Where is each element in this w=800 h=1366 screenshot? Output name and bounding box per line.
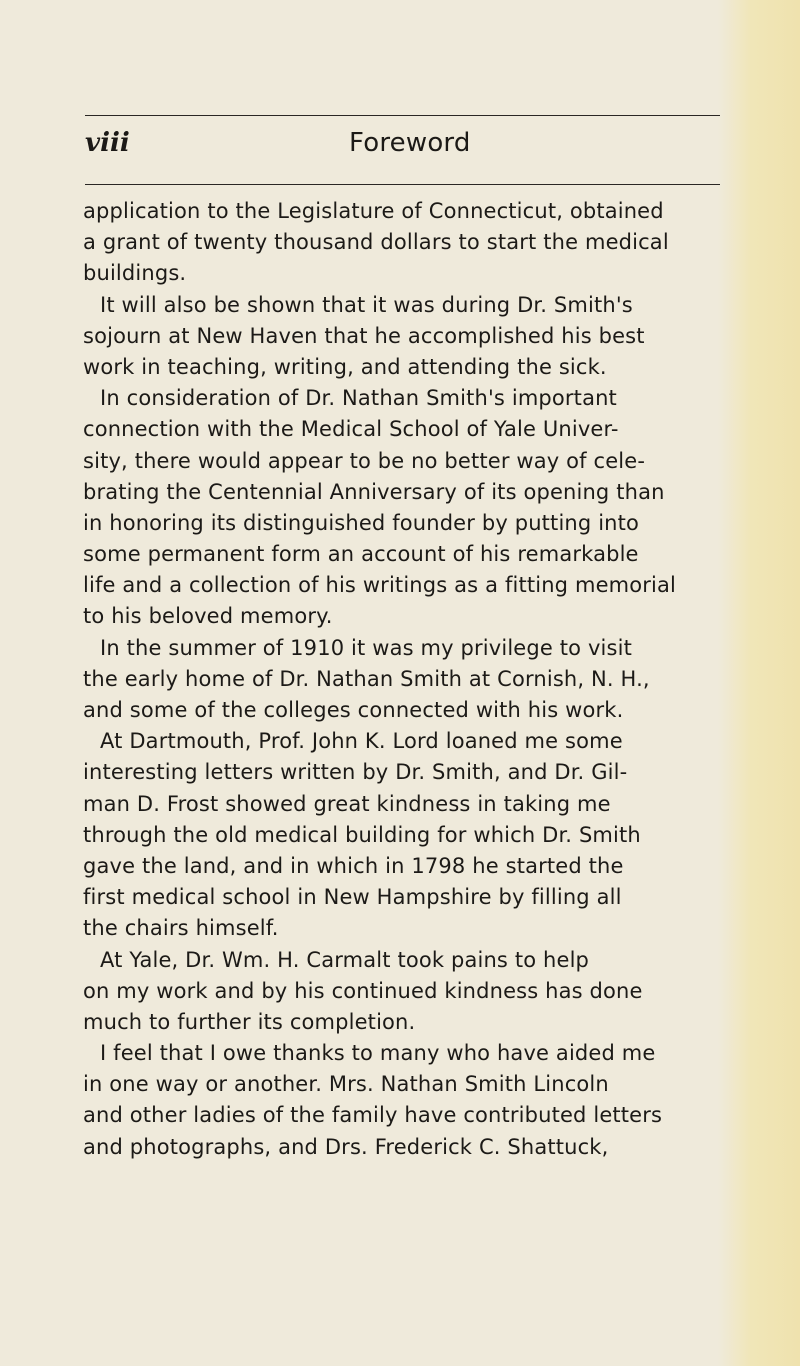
- text-line: work in teaching, writing, and attending the sick.: [83, 354, 607, 379]
- text-line: man D. Frost showed great kindness in taking me: [83, 791, 611, 816]
- body-text: [83, 196, 723, 1163]
- text-line: buildings.: [83, 261, 187, 286]
- text-line: on my work and by his continued kindness has done: [83, 978, 643, 1003]
- text-line: to his beloved memory.: [83, 604, 333, 629]
- text-line: much to further its completion.: [83, 1009, 416, 1034]
- text-line: I feel that I owe thanks to many who have aided me: [100, 1041, 656, 1066]
- page-number: viii: [85, 128, 130, 158]
- text-line: in one way or another. Mrs. Nathan Smith Lincoln: [83, 1072, 609, 1097]
- text-line: and photographs, and Drs. Frederick C. Shattuck,: [83, 1134, 609, 1159]
- text-line: interesting letters written by Dr. Smith, and Dr. Gil-: [83, 760, 628, 785]
- text-line: life and a collection of his writings as a fitting memorial: [83, 573, 677, 598]
- text-line: In the summer of 1910 it was my privilege to visit: [100, 635, 632, 660]
- text-line: In consideration of Dr. Nathan Smith's important: [100, 386, 617, 411]
- text-line: gave the land, and in which in 1798 he started the: [83, 853, 624, 878]
- page-edge-discoloration: [718, 0, 800, 1366]
- text-line: sojourn at New Haven that he accomplished his best: [83, 323, 645, 348]
- text-line: At Dartmouth, Prof. John K. Lord loaned me some: [100, 729, 623, 754]
- text-line: connection with the Medical School of Yale Univer-: [83, 417, 619, 442]
- text-line: application to the Legislature of Connecticut, obtained: [83, 199, 664, 223]
- text-line: in honoring its distinguished founder by putting into: [83, 510, 640, 535]
- text-line: first medical school in New Hampshire by filling all: [83, 885, 622, 910]
- text-line: a grant of twenty thousand dollars to start the medical: [83, 230, 669, 255]
- text-line: through the old medical building for which Dr. Smith: [83, 822, 641, 847]
- running-header: [85, 128, 720, 172]
- header-rule-top: [85, 115, 720, 116]
- text-line: the chairs himself.: [83, 916, 279, 941]
- text-line: and other ladies of the family have contributed letters: [83, 1103, 663, 1128]
- running-title: Foreword: [349, 128, 471, 158]
- text-line: At Yale, Dr. Wm. H. Carmalt took pains to help: [100, 947, 590, 972]
- text-line: some permanent form an account of his remarkable: [83, 542, 639, 567]
- text-line: It will also be shown that it was during Dr. Smith's: [100, 292, 633, 317]
- text-line: sity, there would appear to be no better way of cele-: [83, 448, 646, 473]
- text-line: brating the Centennial Anniversary of its opening than: [83, 479, 665, 504]
- text-line: and some of the colleges connected with his work.: [83, 698, 624, 722]
- header-rule-bottom: [85, 184, 720, 185]
- text-line: the early home of Dr. Nathan Smith at Cornish, N. H.,: [83, 666, 650, 691]
